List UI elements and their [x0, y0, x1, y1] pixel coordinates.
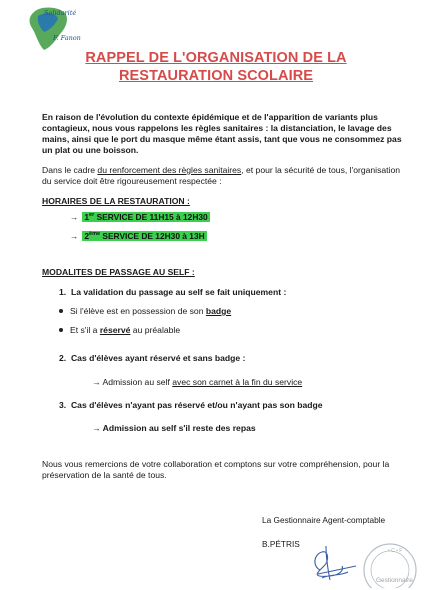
svg-text:• C • F: • C • F — [388, 548, 403, 554]
arrow-icon: → — [70, 231, 79, 241]
signatory-role: La Gestionnaire Agent-comptable — [262, 515, 386, 525]
modalite-3-arrow: → Admission au self s'il reste des repas — [92, 423, 256, 433]
rules-text-after: , et pour la sécurité de tous, l'organisation du service doit être rigoureusement respectée : — [42, 165, 401, 186]
rules-text-underlined: du renforcement des règles sanitaires — [97, 165, 242, 175]
modalite-2: 2. Cas d'élèves ayant réservé et sans badge : — [59, 353, 246, 363]
service-1-label: 1er SERVICE DE 11H15 à 12H30 — [84, 212, 208, 222]
logo-text-1: Solidarité — [44, 9, 77, 17]
bullet-icon — [59, 328, 63, 332]
page-title-line-1: RAPPEL DE L'ORGANISATION DE LA — [85, 50, 347, 66]
service-1-row — [70, 212, 210, 222]
signature-and-stamp — [300, 526, 420, 588]
logo-text-2: F. Fanon — [53, 34, 81, 42]
modalite-3: 3. Cas d'élèves n'ayant pas réservé et/ou n'ayant pas son badge — [59, 400, 323, 410]
horaires-heading: HORAIRES DE LA RESTAURATION : — [42, 196, 190, 206]
rules-text-before: Dans le cadre — [42, 165, 98, 175]
modalite-1: 1. La validation du passage au self se fait uniquement : — [59, 287, 287, 297]
school-logo — [20, 4, 90, 56]
modalite-2-arrow: → Admission au self avec son carnet à la fin du service — [92, 377, 303, 387]
service-2-label: 2ème SERVICE DE 12H30 à 13H — [84, 231, 205, 241]
arrow-icon: → — [70, 212, 79, 222]
stamp-text: Gestionnaire — [376, 577, 413, 584]
bullet-icon — [59, 309, 63, 313]
intro-paragraph: En raison de l'évolution du contexte épidémique et de l'apparition de variants plus contagieux, nous vous rappelons les règles sanitaires : la distanciation, le lavage des mains, ainsi que le port du masque même étant assis, tant que vous ne consommez pas un plat ou une boisson. — [42, 112, 402, 155]
bullet-badge: Si l'élève est en possession de son badge — [59, 306, 231, 316]
service-2-row — [70, 231, 207, 241]
bullet-reserve: Et s'il a réservé au préalable — [59, 325, 180, 335]
closing-paragraph: Nous vous remercions de votre collaboration et comptons sur votre compréhension, pour la préservation de la santé de tous. — [42, 459, 390, 480]
signatory-name: B.PÉTRIS — [262, 539, 300, 549]
rules-paragraph — [42, 165, 407, 187]
modalites-heading: MODALITES DE PASSAGE AU SELF : — [42, 267, 195, 277]
page-title-line-2: RESTAURATION SCOLAIRE — [118, 68, 314, 84]
